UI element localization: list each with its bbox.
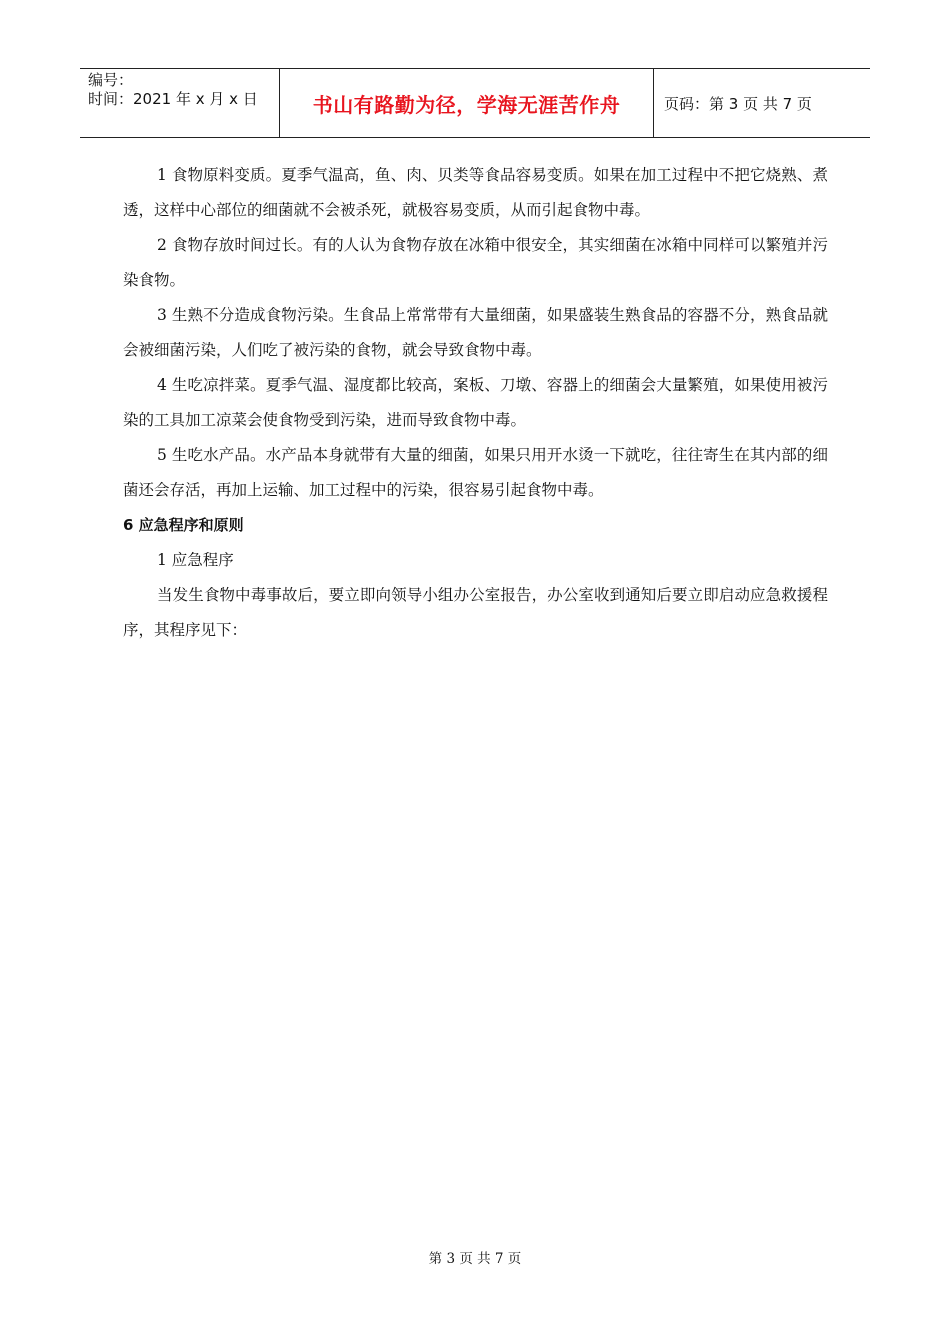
paragraph-cause-3: 3 生熟不分造成食物污染。生食品上常常带有大量细菌，如果盛装生熟食品的容器不分，熟食品就会被细菌污染，人们吃了被污染的食物，就会导致食物中毒。 [123,306,828,359]
document-body [123,158,828,648]
section-heading: 6 应急程序和原则 [123,516,244,534]
page-footer: 第 3 页 共 7 页 [428,1251,522,1267]
sub-heading: 1 应急程序 [157,551,234,569]
paragraph-cause-1: 1 食物原料变质。夏季气温高，鱼、肉、贝类等食品容易变质。如果在加工过程中不把它烧熟、煮透，这样中心部位的细菌就不会被杀死，就极容易变质，从而引起食物中毒。 [123,166,828,219]
paragraph-cause-5: 5 生吃水产品。水产品本身就带有大量的细菌，如果只用开水烫一下就吃，往往寄生在其内部的细菌还会存活，再加上运输、加工过程中的污染，很容易引起食物中毒。 [123,446,828,499]
procedure-paragraph: 当发生食物中毒事故后，要立即向领导小组办公室报告，办公室收到通知后要立即启动应急救援程序，其程序见下： [123,586,828,639]
header-motto: 书山有路勤为径，学海无涯苦作舟 [280,69,654,137]
document-number-label: 编号： [88,71,134,89]
document-date-label: 时间：2021 年 x 月 x 日 [88,90,258,108]
header-meta [80,69,280,137]
document-header [80,68,870,138]
paragraph-cause-2: 2 食物存放时间过长。有的人认为食物存放在冰箱中很安全，其实细菌在冰箱中同样可以繁殖并污染食物。 [123,236,828,289]
header-page-number: 页码：第 3 页 共 7 页 [664,94,812,113]
paragraph-cause-4: 4 生吃凉拌菜。夏季气温、湿度都比较高，案板、刀墩、容器上的细菌会大量繁殖，如果使用被污染的工具加工凉菜会使食物受到污染，进而导致食物中毒。 [123,376,828,429]
